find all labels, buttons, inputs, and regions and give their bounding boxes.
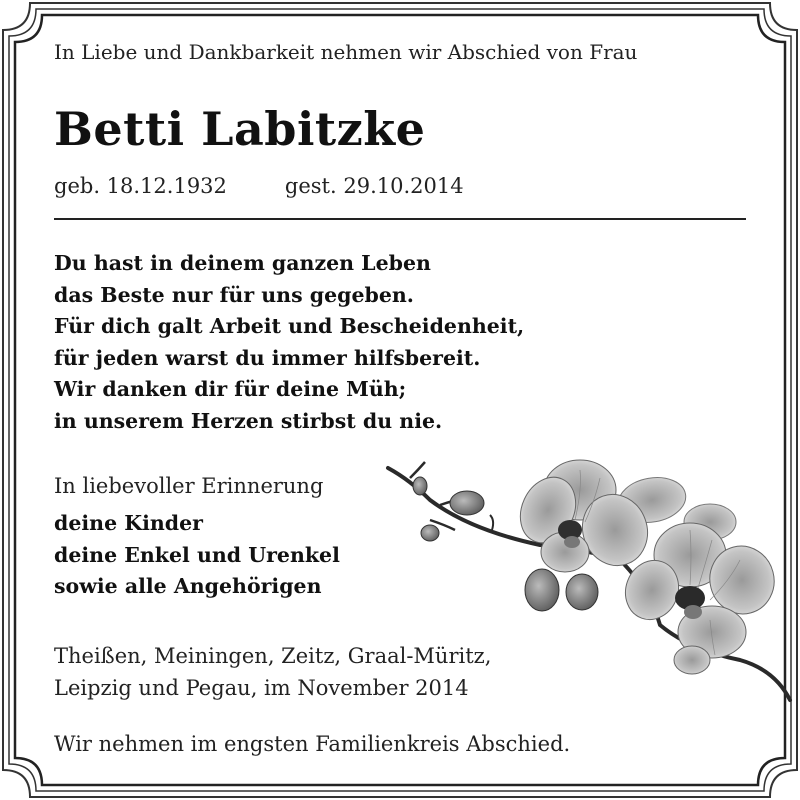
- orchid-illustration: [380, 455, 800, 730]
- mourner-line: sowie alle Angehörigen: [54, 574, 322, 598]
- poem-line: Für dich galt Arbeit und Bescheidenheit,: [54, 314, 525, 338]
- deceased-name: Betti Labitzke: [54, 102, 426, 156]
- life-dates: [54, 174, 464, 198]
- remembrance-line: In liebevoller Erinnerung: [54, 474, 324, 498]
- poem-line: Wir danken dir für deine Müh;: [54, 377, 407, 401]
- places-line: Theißen, Meiningen, Zeitz, Graal-Müritz,: [54, 644, 492, 668]
- mourners: [54, 508, 340, 603]
- death-date: gest. 29.10.2014: [284, 174, 464, 198]
- places-line: Leipzig und Pegau, im November 2014: [54, 676, 469, 700]
- poem: [54, 248, 524, 437]
- poem-line: Du hast in deinem ganzen Leben: [54, 251, 431, 275]
- closing-line: Wir nehmen im engsten Familienkreis Abschied.: [54, 732, 571, 756]
- intro-line: In Liebe und Dankbarkeit nehmen wir Abschied von Frau: [54, 40, 638, 64]
- poem-line: das Beste nur für uns gegeben.: [54, 282, 414, 307]
- divider-rule: [54, 218, 746, 220]
- mourner-line: deine Enkel und Urenkel: [54, 542, 340, 567]
- birth-date: geb. 18.12.1932: [54, 174, 227, 198]
- poem-line: in unserem Herzen stirbst du nie.: [54, 408, 443, 433]
- poem-line: für jeden warst du immer hilfsbereit.: [54, 345, 481, 370]
- mourner-line: deine Kinder: [54, 511, 203, 535]
